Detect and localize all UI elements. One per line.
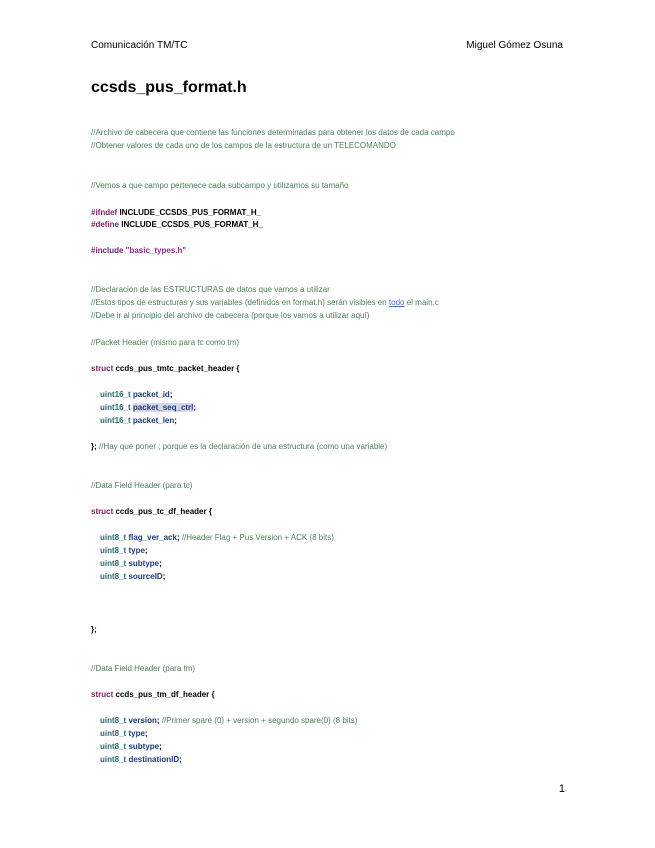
ifndef-identifier: INCLUDE_CCSDS_PUS_FORMAT_H_ — [117, 208, 262, 217]
struct2-keyword: struct — [91, 507, 114, 516]
field-subtype-tc — [100, 558, 162, 569]
field-type: uint8_t — [100, 546, 127, 555]
field-name: subtype — [126, 559, 160, 568]
field-packet-len — [100, 415, 177, 426]
field-comment: //Primer spare (0) + version + segundo spare(0) (8 bits) — [159, 716, 358, 725]
struct1-keyword: struct — [91, 364, 114, 373]
field-type: uint8_t — [100, 716, 127, 725]
closing-brace: }; — [91, 442, 97, 451]
field-name: packet_id — [130, 390, 170, 399]
field-type: uint8_t — [100, 742, 127, 751]
field-type: uint8_t — [100, 572, 127, 581]
struct1-end-comment: //Hay que poner ; porque es la declaración de una estructura (como una variable) — [96, 442, 388, 451]
struct1-end-line — [91, 441, 387, 452]
field-type: uint16_t — [100, 403, 131, 412]
field-subtype-tm — [100, 741, 162, 752]
include-keyword: #include — [91, 246, 124, 255]
semicolon: ; — [179, 755, 182, 764]
field-name: sourceID — [126, 572, 163, 581]
semicolon: ; — [174, 416, 177, 425]
field-destination-id — [100, 754, 182, 765]
field-name: type — [126, 546, 145, 555]
semicolon: ; — [169, 390, 173, 399]
struct1-line — [91, 363, 240, 374]
semicolon: ; — [144, 729, 148, 738]
include-string: "basic_types.h" — [123, 246, 187, 255]
comment-line-5a: //Estos tipos de estructuras y sus variables (definidos en format.h) serán visibles en — [91, 298, 389, 307]
field-packet-seq-ctrl — [100, 402, 196, 413]
field-name: destinationID — [126, 755, 180, 764]
define-keyword: #define — [91, 220, 120, 229]
field-name: packet_seq_ctrl — [132, 403, 194, 412]
struct3-name: ccds_pus_tm_df_header — [113, 690, 210, 699]
field-type: uint16_t — [100, 390, 131, 399]
comment-line-3: //Vemos a que campo pertenece cada subcampo y utilizamos su tamaño — [91, 181, 349, 190]
ifndef-line — [91, 207, 261, 218]
semicolon: ; — [193, 403, 197, 412]
struct1-brace: { — [234, 364, 240, 373]
semicolon: ; — [176, 533, 180, 542]
field-name: version — [126, 716, 157, 725]
comment-line-9: //Data Field Header (para tm) — [91, 664, 196, 673]
comment-line-2: //Obtener valores de cada uno de los campos de la estructura de un TELECOMANDO — [91, 141, 396, 150]
struct2-brace: { — [206, 507, 212, 516]
field-type-tm — [100, 728, 148, 739]
todo-link[interactable]: todo — [388, 298, 405, 307]
semicolon: ; — [159, 559, 162, 568]
struct2-line — [91, 506, 212, 517]
field-type: uint8_t — [100, 533, 127, 542]
field-flag-ver-ack — [100, 532, 334, 543]
field-source-id — [100, 571, 165, 582]
field-type: uint8_t — [100, 729, 127, 738]
comment-line-8: //Data Field Header (para tc) — [91, 481, 193, 490]
struct1-name: ccds_pus_tmtc_packet_header — [113, 364, 235, 373]
closing-brace: }; — [91, 625, 97, 634]
comment-line-7: //Packet Header (mismo para tc como tm) — [91, 338, 240, 347]
comment-line-6: //Debe ir al principio del archivo de cabecera (porque los vamos a utilizar aquí) — [91, 311, 370, 320]
page-number: 1 — [558, 783, 565, 795]
ifndef-keyword: #ifndef — [91, 208, 118, 217]
struct3-line — [91, 689, 215, 700]
struct2-end-line — [91, 624, 97, 635]
struct2-name: ccds_pus_tc_df_header — [113, 507, 207, 516]
field-name: type — [126, 729, 145, 738]
comment-line-4: //Declaración de las ESTRUCTURAS de datos que vamos a utilizar — [91, 285, 330, 294]
struct3-keyword: struct — [91, 690, 114, 699]
semicolon: ; — [156, 716, 160, 725]
field-type: uint8_t — [100, 559, 127, 568]
comment-line-5 — [91, 297, 439, 308]
field-version — [100, 715, 357, 726]
semicolon: ; — [159, 742, 162, 751]
comment-line-1: //Archivo de cabecera que contiene las funciones determinadas para obtener los datos de cada campo — [91, 128, 455, 137]
include-line — [91, 245, 186, 256]
comment-line-5b: el main.c — [404, 298, 439, 307]
field-packet-id — [100, 389, 172, 400]
semicolon: ; — [144, 546, 148, 555]
running-header-left: Comunicación TM/TC — [91, 40, 188, 51]
field-name: subtype — [126, 742, 160, 751]
field-comment: //Header Flag + Pus Version + ACK (8 bits) — [179, 533, 334, 542]
field-type: uint8_t — [100, 755, 127, 764]
field-type: uint16_t — [100, 416, 131, 425]
running-header-right: Miguel Gómez Osuna — [466, 40, 563, 51]
document-title: ccsds_pus_format.h — [91, 79, 247, 96]
struct3-brace: { — [209, 690, 215, 699]
define-identifier: INCLUDE_CCSDS_PUS_FORMAT_H_ — [119, 220, 263, 229]
field-name: flag_ver_ack — [126, 533, 177, 542]
semicolon: ; — [162, 572, 166, 581]
define-line — [91, 219, 263, 230]
field-type-tc — [100, 545, 148, 556]
field-name: packet_len — [130, 416, 175, 425]
